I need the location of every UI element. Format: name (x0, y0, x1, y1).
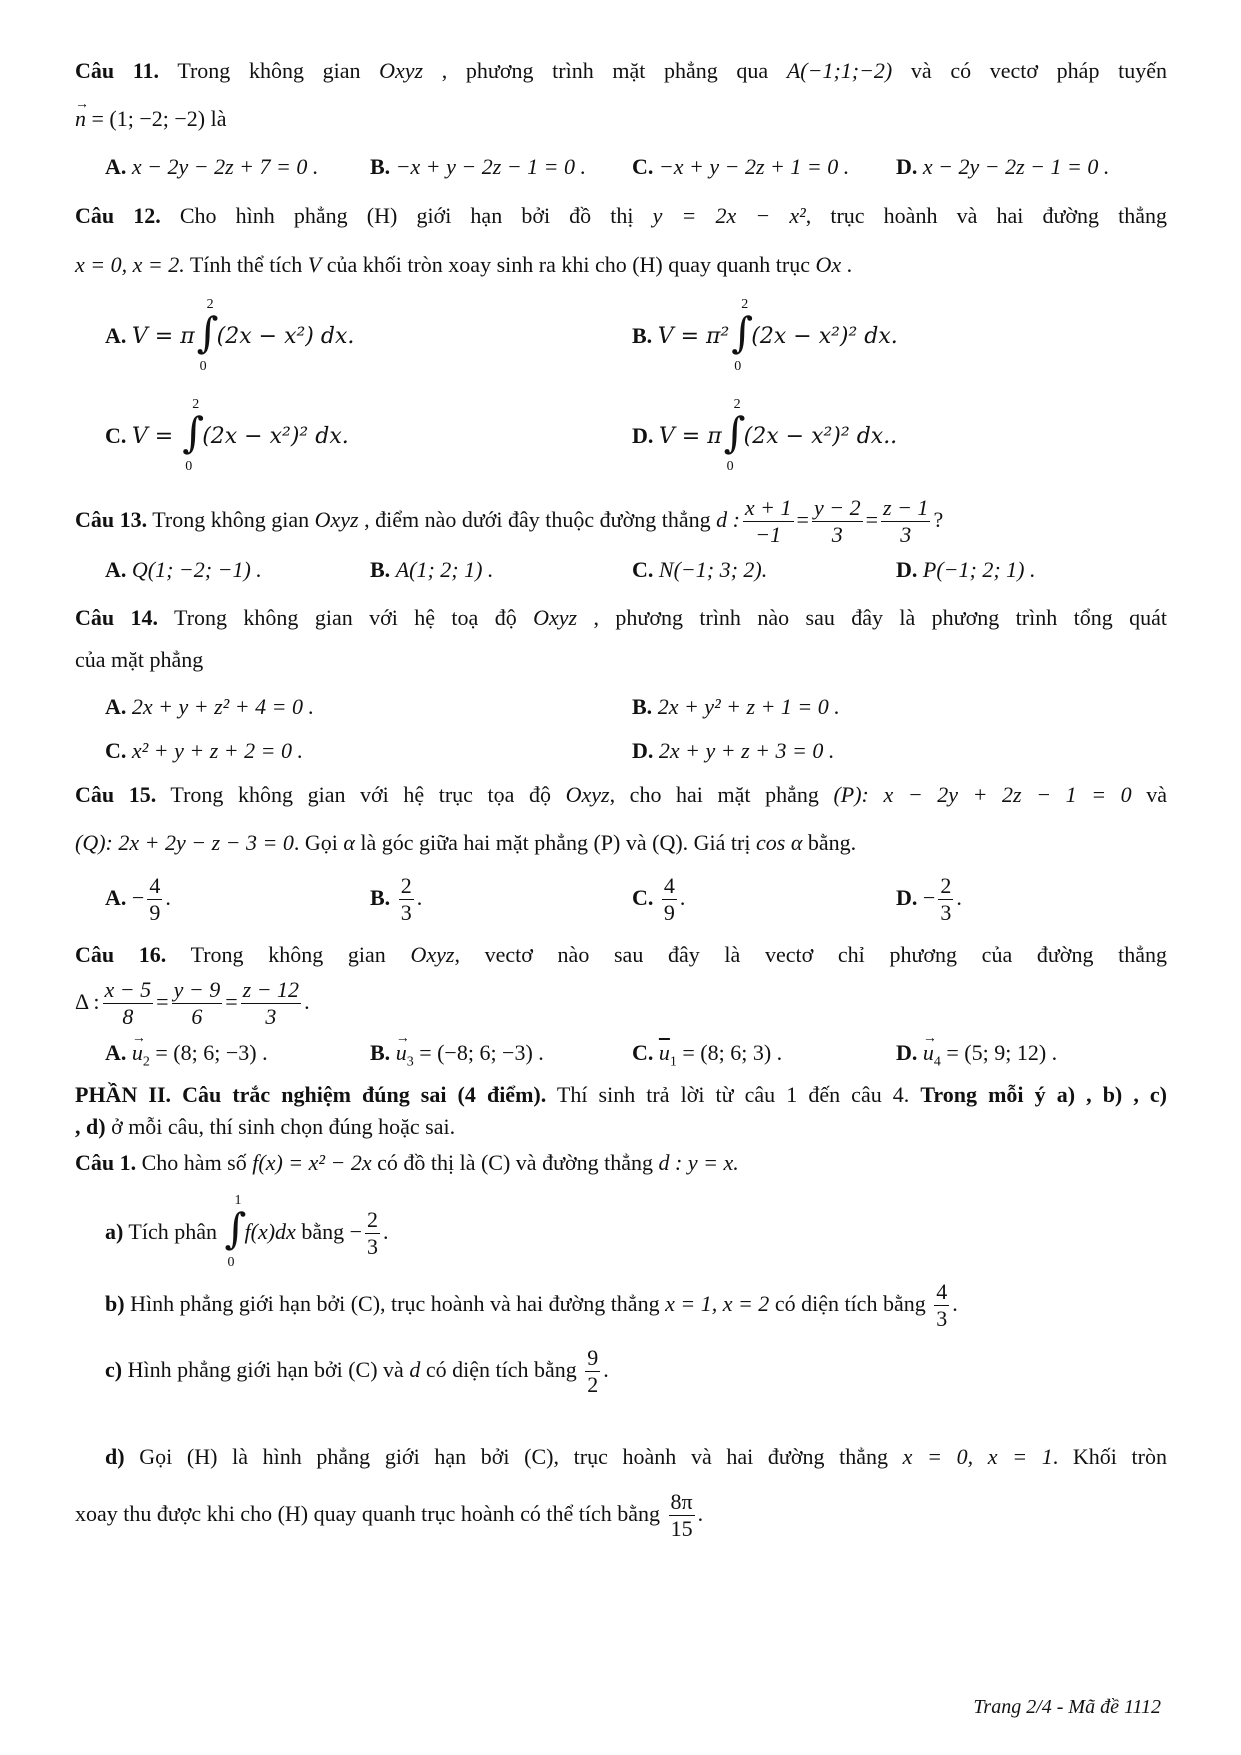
q12-line2c: của khối tròn xoay sinh ra khi cho (H) quay quanh trục (321, 252, 816, 277)
frac-den: 3 (831, 522, 843, 548)
vector-var: → u (396, 1038, 407, 1068)
option-lhs: V = π (658, 424, 722, 450)
q12-line2a: x = 0, x = 2. (75, 252, 185, 277)
frac-num: y − 2 (813, 495, 861, 521)
statement-text: Hình phẳng giới hạn bởi (C) và (122, 1357, 410, 1382)
q13-label: Câu 13. (75, 507, 148, 532)
frac-den: 9 (149, 900, 161, 926)
equals: = (796, 507, 809, 532)
c1-line1 (75, 1148, 739, 1178)
integral-upper: 2 (206, 297, 214, 312)
option-label: C. (105, 738, 127, 763)
q16-frac-x (103, 977, 154, 1030)
vector-sub: 4 (933, 1054, 941, 1070)
option-lhs: V = π² (657, 324, 730, 350)
frac-den: 15 (670, 1516, 693, 1542)
c1-label: Câu 1. (75, 1150, 137, 1175)
c1-line: d : y = x. (658, 1150, 739, 1175)
q13-end: ? (933, 507, 944, 532)
option-label: A. (105, 885, 127, 910)
q11-option-a[interactable] (105, 152, 318, 182)
statement-lines: x = 1, x = 2 (665, 1291, 770, 1316)
q14-text2: , phương trình nào sau đây là phương trình tổng quát (577, 605, 1167, 630)
option-text: A(1; 2; 1) . (395, 557, 494, 582)
q16-text2: , vectơ nào sau đây là vectơ chỉ phương của đường thẳng (454, 942, 1167, 967)
q12-line2 (75, 250, 852, 280)
integral-upper: 2 (733, 397, 741, 412)
c1-statement-d-line2 (75, 1482, 703, 1546)
option-label: A. (105, 557, 127, 582)
frac-num: z − 1 (883, 495, 929, 521)
q14-option-a[interactable] (105, 692, 314, 722)
q13-oxyz: Oxyz (314, 507, 359, 532)
vector-var: $\overline{u}$ (658, 1040, 670, 1065)
option-text: x − 2y − 2z − 1 = 0 . (922, 154, 1110, 179)
frac-den: 9 (663, 900, 675, 926)
q15-option-b[interactable] (370, 868, 422, 928)
option-label: D. (896, 885, 918, 910)
c1-func: f(x) = x² − 2x (252, 1150, 372, 1175)
q16-option-d[interactable] (896, 1038, 1057, 1077)
option-label: A. (105, 1040, 127, 1065)
q15-line2 (75, 828, 856, 858)
frac-num: 4 (663, 873, 675, 899)
q15-option-c[interactable] (632, 868, 685, 928)
q14-line2: của mặt phẳng (75, 647, 204, 672)
q16-text1: Trong không gian (166, 942, 411, 967)
q14-line1 (75, 603, 1167, 633)
option-text: −x + y − 2z − 1 = 0 . (395, 154, 587, 179)
page-footer: Trang 2/4 - Mã đề 1112 (973, 1696, 1161, 1718)
option-label: C. (632, 885, 654, 910)
option-text: = (8; 6; 3) . (676, 1040, 783, 1065)
frac-num: y − 9 (173, 977, 221, 1003)
option-text: = (8; 6; −3) . (149, 1040, 268, 1065)
q16-end: . (304, 989, 310, 1014)
c1-statement-a[interactable] (105, 1192, 389, 1274)
q15-option-d[interactable] (896, 868, 962, 928)
q11-text1: Trong không gian (159, 58, 380, 83)
vector-sub: 2 (142, 1054, 150, 1070)
option-text: −x + y − 2z + 1 = 0 . (658, 154, 850, 179)
q11-text2: , phương trình mặt phẳng qua (423, 58, 787, 83)
statement-frac (669, 1489, 695, 1542)
statement-label: c) (105, 1357, 123, 1382)
statement-text2: . Khối tròn (1052, 1444, 1167, 1469)
q12-option-a[interactable] (105, 298, 354, 378)
q15-cos: cos α (756, 830, 803, 855)
option-body: (2x − x²)² dx. (202, 424, 349, 450)
option-label: D. (632, 738, 654, 763)
statement-end: . (383, 1219, 389, 1244)
q15-line2d: bằng. (802, 830, 857, 855)
frac-num: 2 (940, 873, 952, 899)
q13-text1: Trong không gian (147, 507, 315, 532)
statement-text2: có diện tích bằng (769, 1291, 932, 1316)
q11-option-d[interactable] (896, 152, 1109, 182)
frac-num: x + 1 (744, 495, 792, 521)
part2-bold2: Trong mỗi ý a) , b) , c) (920, 1082, 1168, 1107)
integral-upper: 2 (741, 297, 749, 312)
integral-sign: 2 ∫ 0 (723, 397, 746, 474)
q16-line2 (75, 972, 310, 1032)
q12-option-c[interactable] (105, 398, 349, 478)
statement-line2: xoay thu được khi cho (H) quay quanh trục hoành có thể tích bằng (75, 1501, 666, 1526)
q16-option-a[interactable] (105, 1038, 268, 1077)
integral-lower: 0 (726, 459, 734, 474)
option-text: 2x + y² + z + 1 = 0 . (657, 694, 840, 719)
option-sign: − (131, 885, 145, 910)
q15-line1 (75, 780, 1167, 810)
integral-sign: 2 ∫ 0 (731, 297, 754, 374)
option-lhs: V = π (131, 324, 195, 350)
q12-option-d[interactable] (632, 398, 897, 478)
frac-num: 9 (587, 1345, 599, 1371)
q16-delta: Δ : (75, 989, 100, 1014)
frac-num: z − 12 (242, 977, 300, 1003)
integral-body: f(x)dx (244, 1219, 296, 1244)
q12-func: y = 2x − x² (652, 203, 806, 228)
option-label: D. (896, 1040, 918, 1065)
statement-frac (365, 1207, 380, 1260)
q12-text1: Cho hình phẳng (H) giới hạn bởi đồ thị (160, 203, 653, 228)
statement-text: Hình phẳng giới hạn bởi (C), trục hoành và hai đường thẳng (124, 1291, 666, 1316)
q13-option-d[interactable] (896, 555, 1035, 585)
part2-line2 (75, 1112, 455, 1142)
q15-label: Câu 15. (75, 782, 157, 807)
statement-text2: bằng (295, 1219, 350, 1244)
q13-option-a[interactable] (105, 555, 262, 585)
option-label: D. (632, 423, 654, 449)
c1-statement-b[interactable] (105, 1272, 958, 1336)
integral-upper: 2 (192, 397, 200, 412)
statement-text: Gọi (H) là hình phẳng giới hạn bởi (C), trục hoành và hai đường thẳng (124, 1444, 903, 1469)
q15-plane-q: (Q): 2x + 2y − z − 3 = 0 (75, 830, 294, 855)
frac-num: x − 5 (104, 977, 152, 1003)
equals: = (156, 989, 169, 1014)
option-text: 2x + y + z + 3 = 0 . (658, 738, 835, 763)
option-text: x² + y + z + 2 = 0 . (131, 738, 303, 763)
frac-den: 6 (191, 1004, 203, 1030)
part2-text1: Thí sinh trả lời từ câu 1 đến câu 4. (546, 1082, 921, 1107)
c1-statement-c[interactable] (105, 1338, 609, 1402)
option-text: P(−1; 2; 1) . (922, 557, 1036, 582)
statement-lines: x = 0, x = 1 (902, 1444, 1053, 1469)
q12-vvar: V (307, 252, 322, 277)
frac-num: 4 (936, 1279, 948, 1305)
q16-option-c[interactable] (632, 1038, 782, 1077)
q11-point: A(−1;1;−2) (786, 58, 893, 83)
q12-line2d: . (841, 252, 853, 277)
option-label: A. (105, 154, 127, 179)
vector-var: → u (132, 1038, 143, 1068)
frac-num: 2 (400, 873, 412, 899)
frac-den: 3 (900, 522, 912, 548)
q14-text1: Trong không gian với hệ toạ độ (158, 605, 534, 630)
statement-label: a) (105, 1219, 124, 1244)
integral-upper: 1 (234, 1192, 242, 1208)
statement-label: d) (105, 1444, 125, 1469)
q12-line2b: Tính thể tích (184, 252, 308, 277)
option-label: A. (105, 323, 127, 349)
q16-frac-z (241, 977, 301, 1030)
option-body: (2x − x²)² dx. (751, 324, 898, 350)
frac-den: 2 (587, 1372, 599, 1398)
q16-frac-y (172, 977, 223, 1030)
vector-sub: 3 (406, 1054, 414, 1070)
q11-text3: và có vectơ pháp tuyến (892, 58, 1167, 83)
statement-frac (585, 1345, 600, 1398)
option-text: = (−8; 6; −3) . (413, 1040, 544, 1065)
option-lhs: V = (131, 424, 181, 450)
option-end: . (165, 885, 171, 910)
q11-line1 (75, 56, 1167, 86)
statement-sign: − (349, 1219, 362, 1244)
q16-option-b[interactable] (370, 1038, 544, 1077)
option-label: C. (105, 423, 127, 449)
q11-normal-val: = (1; −2; −2) (86, 106, 211, 131)
q11-text4: là (210, 106, 227, 131)
q13-frac-z (881, 495, 930, 548)
q14-option-b[interactable] (632, 692, 840, 722)
option-label: A. (105, 694, 127, 719)
equals: = (225, 989, 238, 1014)
q11-normal-var: → n (75, 104, 86, 134)
option-label: B. (370, 1040, 391, 1065)
option-body: (2x − x²) dx. (216, 324, 355, 350)
q15-option-a[interactable] (105, 868, 171, 928)
q14-option-d[interactable] (632, 736, 834, 766)
option-label: C. (632, 1040, 654, 1065)
q14-option-c[interactable] (105, 736, 303, 766)
option-frac (662, 873, 677, 926)
frac-den: 3 (940, 900, 952, 926)
statement-label: b) (105, 1291, 125, 1316)
part2-title: PHẦN II. Câu trắc nghiệm đúng sai (4 điểm). (75, 1082, 547, 1107)
q15-oxyz: Oxyz (565, 782, 610, 807)
option-end: . (416, 885, 423, 910)
q13-d: d : (716, 507, 740, 532)
statement-end: . (603, 1357, 609, 1382)
q13-option-b[interactable] (370, 555, 493, 585)
q15-plane-p: (P): x − 2y + 2z − 1 = 0 (833, 782, 1132, 807)
frac-num: 8π (670, 1489, 693, 1515)
statement-text2: có diện tích bằng (420, 1357, 583, 1382)
statement-d: d (409, 1357, 421, 1382)
integral-sign: 2 ∫ 0 (196, 297, 219, 374)
q11-option-c[interactable] (632, 152, 849, 182)
frac-den: 8 (122, 1004, 134, 1030)
q12-label: Câu 12. (75, 203, 161, 228)
q11-label: Câu 11. (75, 58, 160, 83)
option-label: D. (896, 154, 918, 179)
option-body: (2x − x²)² dx.. (743, 424, 898, 450)
q13-frac-y (812, 495, 863, 548)
option-text: = (5; 9; 12) . (940, 1040, 1058, 1065)
part2-text3: ở mỗi câu, thí sinh chọn đúng hoặc sai. (105, 1114, 456, 1139)
option-label: B. (370, 154, 391, 179)
c1-text1: Cho hàm số (136, 1150, 253, 1175)
q11-line2 (75, 104, 227, 134)
option-frac (399, 873, 414, 926)
option-text: 2x + y + z² + 4 = 0 . (131, 694, 314, 719)
option-text: N(−1; 3; 2). (658, 557, 768, 582)
q15-alpha: α (343, 830, 355, 855)
vector-var: → u (923, 1038, 934, 1068)
frac-den: 3 (400, 900, 412, 926)
frac-den: −1 (755, 522, 782, 548)
q11-oxyz: Oxyz (379, 58, 424, 83)
q15-line2c: là góc giữa hai mặt phẳng (P) và (Q). Giá trị (354, 830, 756, 855)
q13-line1 (75, 490, 943, 550)
option-label: C. (632, 557, 654, 582)
q15-text1: Trong không gian với hệ trục tọa độ (156, 782, 566, 807)
statement-end: . (952, 1291, 958, 1316)
q15-line2b: . Gọi (293, 830, 344, 855)
q12-line1 (75, 201, 1167, 231)
option-label: B. (632, 323, 653, 349)
statement-text: Tích phân (123, 1219, 223, 1244)
integral-lower: 0 (185, 459, 193, 474)
q13-text2: , điểm nào dưới đây thuộc đường thẳng (358, 507, 717, 532)
statement-end: . (697, 1501, 704, 1526)
q13-option-c[interactable] (632, 555, 767, 585)
option-text: x − 2y − 2z + 7 = 0 . (131, 154, 319, 179)
q12-text2: , trục hoành và hai đường thẳng (805, 203, 1168, 228)
integral-sign: 1 ∫ 0 (224, 1192, 247, 1270)
q15-text2: , cho hai mặt phẳng (609, 782, 834, 807)
part2-bold3: , d) (75, 1114, 106, 1139)
frac-den: 3 (367, 1234, 378, 1260)
q12-option-b[interactable] (632, 298, 898, 378)
q16-label: Câu 16. (75, 942, 167, 967)
q14-label: Câu 14. (75, 605, 159, 630)
c1-text2: có đồ thị là (C) và đường thẳng (371, 1150, 659, 1175)
statement-frac (934, 1279, 949, 1332)
option-label: D. (896, 557, 918, 582)
integral-lower: 0 (199, 359, 207, 374)
frac-num: 2 (367, 1207, 378, 1233)
vector-sub: 1 (669, 1054, 677, 1070)
option-label: B. (632, 694, 653, 719)
c1-statement-d-line1[interactable] (105, 1442, 1167, 1472)
q11-option-b[interactable] (370, 152, 586, 182)
frac-den: 3 (936, 1306, 948, 1332)
frac-num: 4 (149, 873, 161, 899)
q12-ox: Ox (815, 252, 842, 277)
part2-line1 (75, 1080, 1167, 1110)
q15-text3: và (1131, 782, 1168, 807)
q14-oxyz: Oxyz (533, 605, 578, 630)
equals: = (865, 507, 879, 532)
option-end: . (679, 885, 686, 910)
frac-den: 3 (265, 1004, 277, 1030)
q16-line1 (75, 940, 1167, 970)
q16-oxyz: Oxyz (410, 942, 455, 967)
option-label: B. (370, 557, 391, 582)
option-sign: − (922, 885, 936, 910)
option-text: Q(1; −2; −1) . (131, 557, 262, 582)
option-label: B. (370, 885, 391, 910)
option-frac (147, 873, 162, 926)
option-frac (938, 873, 953, 926)
integral-lower: 0 (734, 359, 742, 374)
option-label: C. (632, 154, 654, 179)
integral-sign: 2 ∫ 0 (182, 397, 205, 474)
integral-lower: 0 (227, 1254, 235, 1270)
q13-frac-x (743, 495, 794, 548)
option-end: . (956, 885, 962, 910)
